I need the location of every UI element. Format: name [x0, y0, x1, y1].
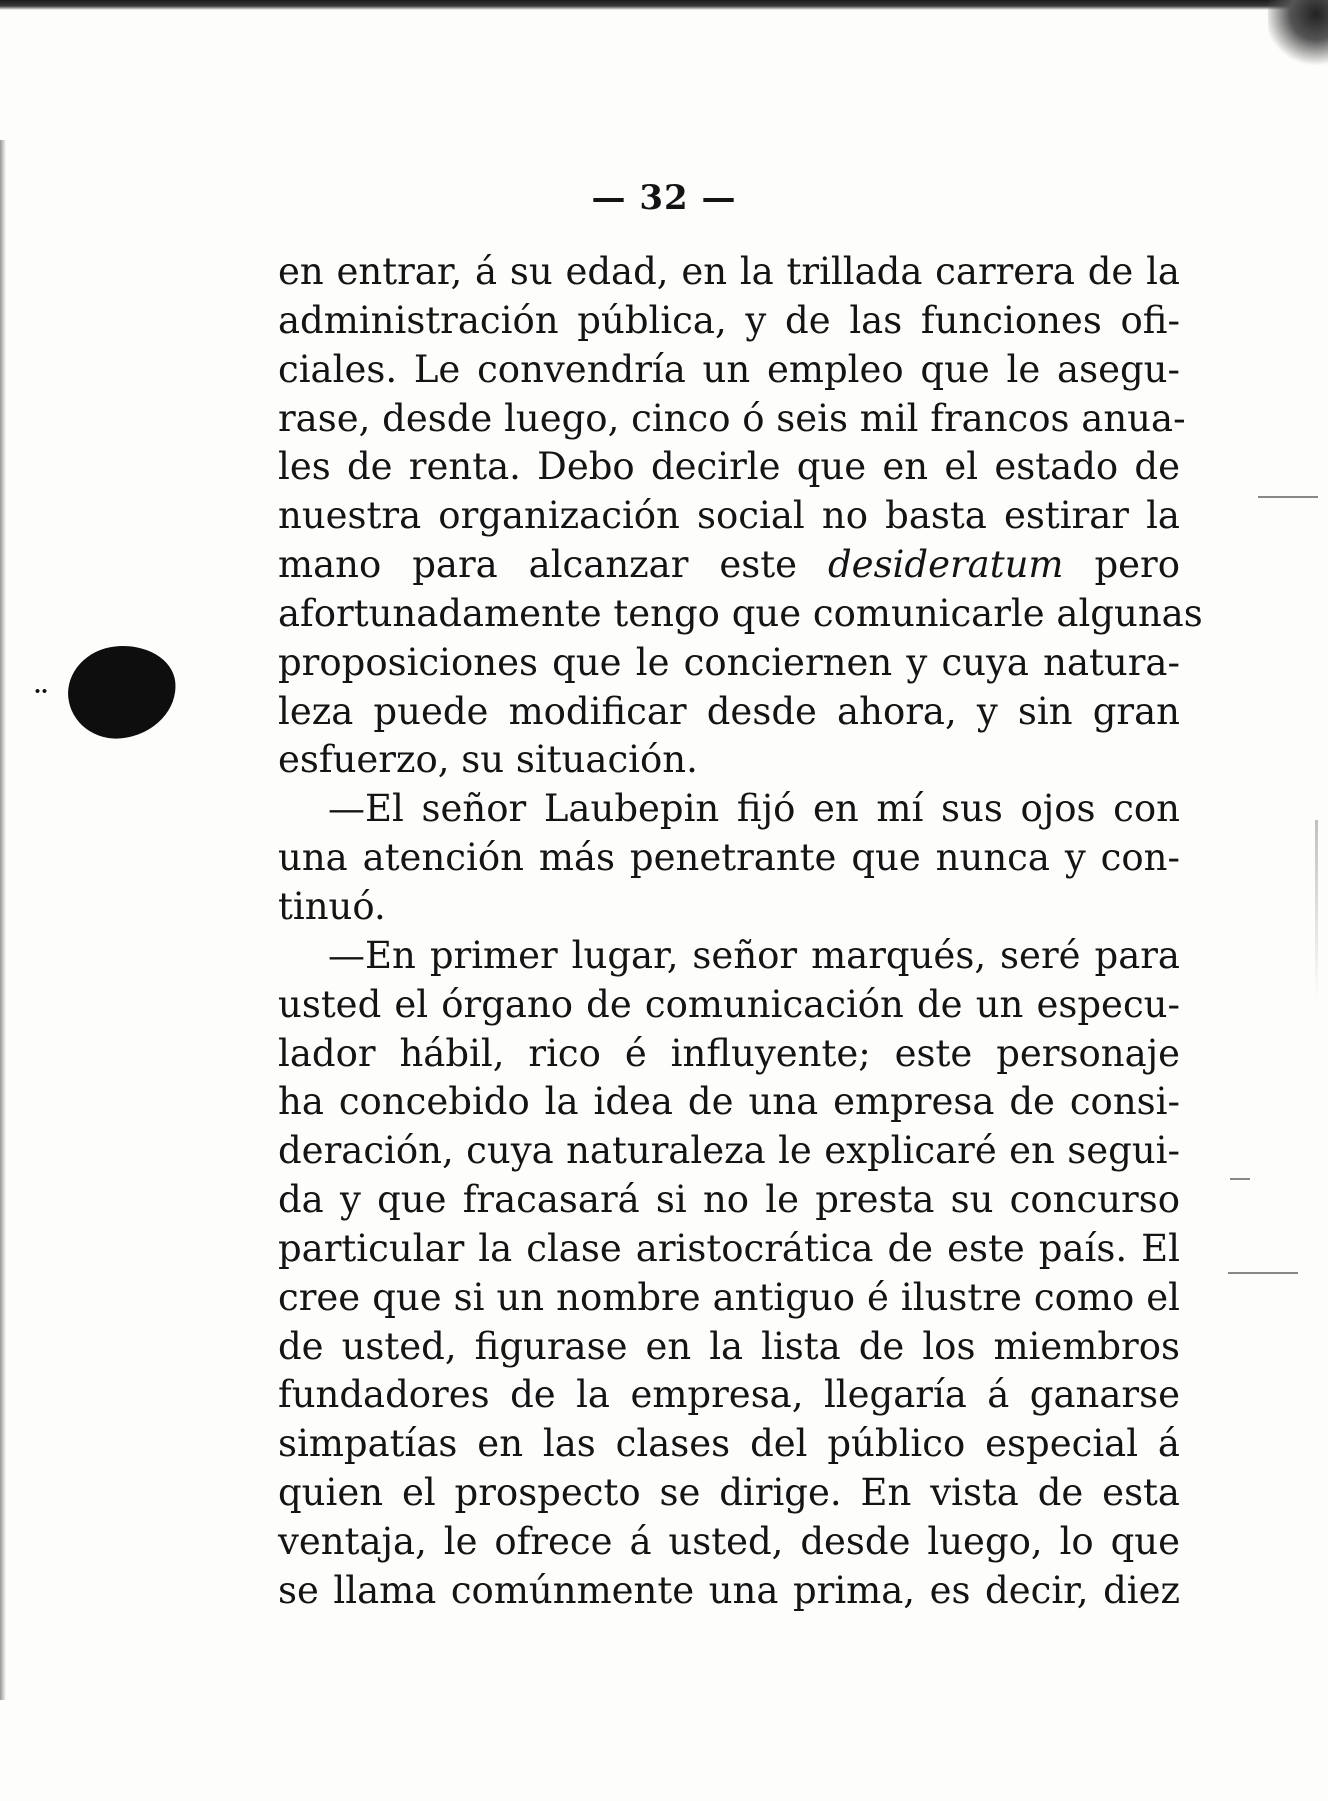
text-line: ha concebido la idea de una empresa de consi-	[278, 1080, 1180, 1124]
text-line: ciales. Le convendría un empleo que le asegu-	[278, 347, 1180, 391]
body-text	[278, 248, 1203, 1616]
ink-dots	[34, 688, 48, 694]
margin-mark	[1230, 1178, 1250, 1180]
text-line: particular la clase aristocrática de este país. El	[278, 1226, 1180, 1270]
text-line: ventaja, le ofrece á usted, desde luego, lo que	[278, 1519, 1180, 1563]
page-number: — 32 —	[591, 178, 737, 218]
text-line: —En primer lugar, señor marqués, seré para	[328, 933, 1180, 977]
margin-mark	[1258, 496, 1318, 498]
text-line: —El señor Laubepin fijó en mí sus ojos con	[328, 787, 1180, 831]
paragraph	[278, 932, 1180, 1616]
scan-right-edge	[1315, 820, 1318, 1000]
text-line: una atención más penetrante que nunca y con-	[278, 836, 1180, 880]
text-line: de usted, figurase en la lista de los miembros	[278, 1324, 1180, 1368]
text-line: en entrar, á su edad, en la trillada carrera de la	[278, 250, 1180, 293]
text-line: rase, desde luego, cinco ó seis mil francos anua-	[278, 396, 1186, 440]
ink-blot	[63, 641, 180, 744]
text-segment: mano para alcanzar este	[278, 543, 798, 587]
scan-left-edge	[0, 140, 6, 1700]
margin-mark	[1228, 1272, 1298, 1274]
text-line: usted el órgano de comunicación de un especu-	[278, 982, 1180, 1026]
text-line: administración pública, y de las funciones ofi-	[278, 298, 1180, 342]
text-line: simpatías en las clases del público especial á	[278, 1422, 1180, 1466]
text-line: quien el prospecto se dirige. En vista de esta	[278, 1471, 1180, 1515]
paragraph	[278, 785, 1180, 932]
text-line: esfuerzo, su situación.	[278, 738, 698, 782]
text-line: da y que fracasará si no le presta su concurso	[278, 1178, 1180, 1222]
italic-word: desideratum	[827, 543, 1064, 587]
scan-corner-smudge	[1268, 0, 1328, 70]
scan-top-edge	[0, 0, 1328, 10]
text-line: tinuó.	[278, 884, 386, 928]
text-line: lador hábil, rico é influyente; este personaje	[278, 1031, 1180, 1075]
text-segment: pero	[1094, 543, 1181, 587]
text-line: deración, cuya naturaleza le explicaré en segui-	[278, 1129, 1180, 1173]
text-line: se llama comúnmente una prima, es decir, diez	[278, 1568, 1180, 1612]
text-line: nuestra organización social no basta estirar la	[278, 494, 1180, 538]
paragraph	[278, 248, 1203, 785]
text-line: fundadores de la empresa, llegaría á ganarse	[278, 1373, 1180, 1417]
text-line: proposiciones que le conciernen y cuya natura-	[278, 640, 1180, 684]
text-line: les de renta. Debo decirle que en el estado de	[278, 445, 1180, 489]
text-line: leza puede modificar desde ahora, y sin gran	[278, 689, 1180, 733]
text-line-with-italic	[278, 541, 1180, 590]
text-line: afortunadamente tengo que comunicarle algunas	[278, 591, 1203, 635]
text-line: cree que si un nombre antiguo é ilustre como el	[278, 1275, 1180, 1319]
